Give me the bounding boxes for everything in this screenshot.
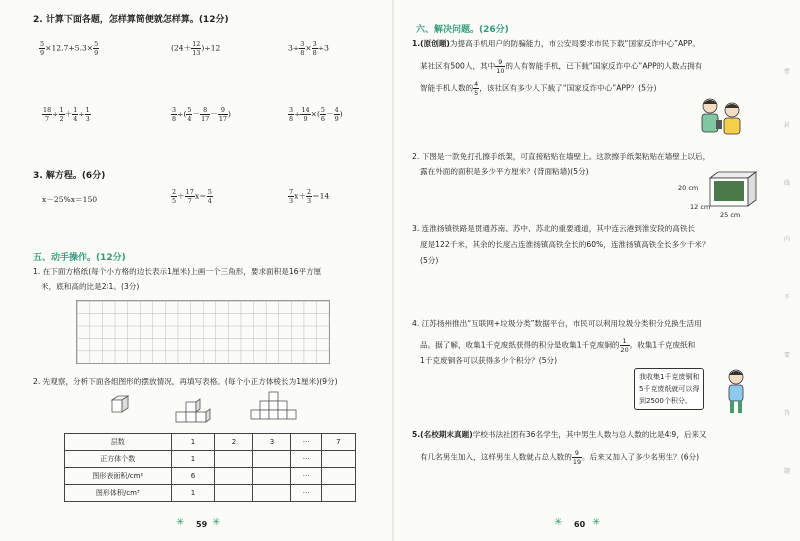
table-cell[interactable] — [215, 451, 253, 468]
binding-char: 答 — [784, 410, 791, 417]
table-cell: ··· — [291, 434, 321, 451]
cube-figure-2 — [174, 398, 214, 426]
table-cell[interactable] — [321, 485, 355, 502]
table-cell: 1 — [171, 434, 215, 451]
binding-char: 内 — [784, 236, 791, 243]
table-row-header: 图形体积/cm³ — [65, 485, 172, 502]
table-cell: 1 — [171, 451, 215, 468]
table-row — [65, 485, 356, 502]
grid-paper[interactable] — [76, 300, 330, 364]
binding-char: 题 — [784, 468, 791, 475]
table-row-header: 图形表面积/cm² — [65, 468, 172, 485]
table-row — [65, 468, 356, 485]
binding-char: 线 — [784, 180, 791, 187]
section-6-heading: 六、解决问题。(26分) — [416, 25, 509, 35]
table-cell: 6 — [171, 468, 215, 485]
table-cell: ··· — [291, 468, 321, 485]
dim-height: 20 cm — [678, 184, 699, 192]
r-q4-line-1: 4. 江苏扬州推出“互联网+垃圾分类”数据平台，市民可以利用垃圾分类积分兑换生活用 — [412, 319, 702, 328]
q1-line-1: 1. 在下面方格纸(每个小方格的边长表示1厘米)上画一个三角形，要求面积是16平方厘 — [33, 267, 322, 276]
palm-icon: ✳ — [176, 517, 185, 528]
table-cell: ··· — [291, 485, 321, 502]
kids-phone-illustration — [692, 96, 750, 140]
table-cell: ··· — [291, 451, 321, 468]
table-cell[interactable] — [215, 468, 253, 485]
kid-illustration — [724, 368, 748, 416]
q3-title: 3. 解方程。(6分) — [33, 171, 106, 181]
binding-char: 封 — [784, 122, 791, 129]
calc-expr-5: $\frac{3}{8}$ ÷( $\frac{5}{4}$ － $\frac{8}{17}$ － $\frac{9}{17}$ ) — [172, 106, 231, 123]
r-q4-line-3: 1千克废铜各可以获得多少个积分？(5分) — [420, 356, 558, 365]
q1-line-2: 米，底和高的比是2∶1。(3分) — [41, 282, 140, 291]
page-number-left: 59 — [196, 520, 208, 529]
dim-width: 25 cm — [720, 211, 741, 219]
q2b-line-1: 2. 先观察，分析下面各组图形的摆放情况，再填写表格。(每个小正方体棱长为1厘米)(9分) — [33, 377, 338, 386]
table-cell[interactable] — [215, 485, 253, 502]
equation-3: $\frac{7}{3}$ x＋ $\frac{2}{3}$ ＝14 — [289, 188, 330, 205]
cube-figure-3 — [248, 390, 300, 426]
equation-1: x－25%x＝150 — [42, 195, 98, 204]
speech-bubble: 我收集1千克废铜和 5千克废纸就可以得 到2500个积分。 — [634, 368, 704, 410]
binding-char: 密 — [784, 68, 791, 75]
calc-expr-3: 3÷ $\frac{3}{8}$ × $\frac{3}{8}$ ÷3 — [288, 40, 329, 57]
r-q3-line-1: 3. 连淮扬镇铁路是贯通苏南、苏中、苏北的重要通道，其中连云港到淮安段的高铁长 — [412, 224, 696, 233]
r-q1-line-1: 1.(原创题)为提高手机用户的防骗能力，市公安局要求市民下载“国家反诈中心”APP。 — [412, 39, 700, 48]
table-row — [65, 451, 356, 468]
r-q3-line-2: 度是122千米，其余的长度占连淮扬镇高铁全长的60%，连淮扬镇高铁全长多少千米？ — [420, 240, 710, 249]
table-row — [65, 434, 356, 451]
cube-figure-1 — [110, 392, 130, 414]
r-q3-line-3: (5分) — [420, 256, 439, 265]
binding-char: 要 — [784, 352, 791, 359]
palm-icon: ✳ — [554, 517, 563, 528]
dim-depth: 12 cm — [690, 203, 711, 211]
table-cell[interactable] — [253, 468, 291, 485]
section-5-heading: 五、动手操作。(12分) — [33, 253, 126, 263]
left-page — [0, 0, 392, 541]
table-cell: 1 — [171, 485, 215, 502]
calc-expr-1: $\frac{5}{9}$ ×12.7+5.3× $\frac{5}{9}$ — [40, 40, 99, 57]
table-cell[interactable] — [253, 485, 291, 502]
right-page — [394, 0, 800, 541]
calc-expr-6: $\frac{3}{8}$ ÷ $\frac{14}{9}$ ×( $\frac{5}{6}$ － $\frac{4}{9}$ ) — [289, 106, 343, 123]
r-q2-line-2: 露在外面的面积是多少平方厘米？(背面粘墙)(5分) — [420, 167, 589, 176]
table-row-header: 层数 — [65, 434, 172, 451]
r-q1-line-3: 智能手机人数的 $\frac{4}{5}$ ，该社区有多少人下载了“国家反诈中心”APP？(5分) — [420, 80, 657, 97]
equation-2: $\frac{2}{5}$ ＋ $\frac{17}{7}$ x＝ $\frac{5}{4}$ — [172, 188, 212, 205]
palm-icon: ✳ — [592, 517, 601, 528]
calc-expr-4: $\frac{18}{7}$ ÷ $\frac{1}{2}$ ＋ $\frac{1}{4}$ ÷ $\frac{1}{3}$ — [43, 106, 90, 123]
page-number-right: 60 — [574, 520, 586, 529]
table-cell[interactable] — [321, 451, 355, 468]
calc-expr-2: (24＋ $\frac{12}{13}$ )÷12 — [171, 40, 221, 57]
table-cell[interactable] — [321, 468, 355, 485]
r-q5-line-1: 5.(名校期末真题)学校书法社团有36名学生，其中男生人数与总人数的比是4∶9，后来又 — [412, 430, 707, 439]
table-row-header: 正方体个数 — [65, 451, 172, 468]
table-cell: 3 — [253, 434, 291, 451]
r-q4-line-2: 品。据了解，收集1千克废纸获得的积分是收集1千克废铜的 $\frac{1}{20}$ 。收集1千克废纸和 — [420, 337, 696, 354]
binding-char: 不 — [784, 294, 791, 301]
table-cell: 7 — [321, 434, 355, 451]
r-q1-line-2: 某社区有500人，其中 $\frac{9}{10}$ 的人有智能手机，已下载“国家反诈中心”APP的人数占拥有 — [420, 58, 703, 75]
r-q2-line-1: 2. 下图是一款免打孔擦手纸架，可直接粘贴在墙壁上。这款擦手纸架粘贴在墙壁上以后， — [412, 152, 711, 161]
palm-icon: ✳ — [212, 517, 221, 528]
q2-title: 2. 计算下面各题，怎样算简便就怎样算。(12分) — [33, 15, 229, 25]
table-cell: 2 — [215, 434, 253, 451]
r-q5-line-2: 有几名男生加入，这样男生人数就占总人数的 $\frac{9}{19}$ 。后来又加入了多少名男生？(6分) — [420, 449, 700, 466]
cube-table — [64, 433, 356, 502]
table-cell[interactable] — [253, 451, 291, 468]
